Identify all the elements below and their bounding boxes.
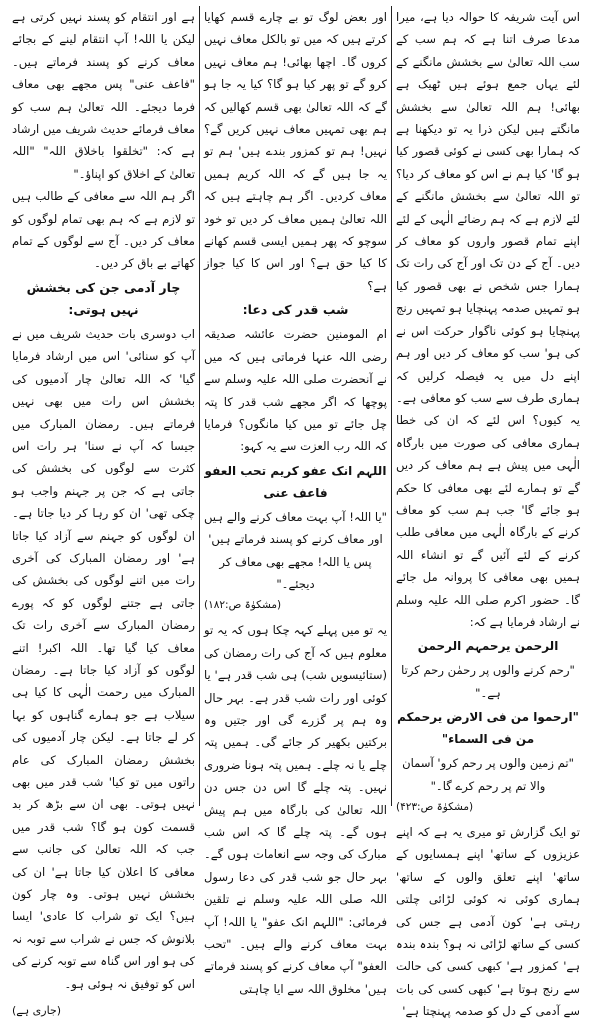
arabic-dua: اللہم انک عفو کریم تحب العفو فاعف عنی bbox=[204, 463, 387, 500]
column-left-paragraph: اگر ہم اللہ سے معافی کے طالب ہیں تو لازم ہے کہ ہم بھی تمام لوگوں کو معاف کر دیں۔ آج سے لوگوں کے تمام کھاتے بے باق کر دیں۔ bbox=[12, 189, 195, 271]
arabic-quote: "ارحموا من فی الارض یرحمکم من فی السماء" bbox=[397, 710, 579, 747]
section-heading: چار آدمی جن کی بخشش نہیں ہوتی: bbox=[26, 279, 181, 317]
continued-label: (جاری ہے) bbox=[12, 1004, 62, 1018]
column-middle-paragraph: ام المومنین حضرت عائشہ صدیقہ رضی اللہ عنہا فرماتی ہیں کہ میں نے آنحضرت صلی اللہ علیہ وسلم سے پوچھا کہ اگر مجھے شب قدر کا پتہ چل جائے تو میں کیا مانگوں؟ فرمایا کہ اللہ رب العزت سے یہ کہو: bbox=[204, 327, 387, 454]
section-heading: شب قدر کی دعا: bbox=[242, 302, 349, 318]
column-right bbox=[392, 6, 584, 1019]
column-middle-paragraph: اور بعض لوگ تو بے چارے قسم کھایا کرتے ہیں کہ میں تو بالکل معاف نہیں کروں گا۔ اچھا بھائی! ہم معاف نہیں کرو گے تو پھر کیا ہو گا؟ کیا یہ جا ہو گے کہ اللہ تعالیٰ بھی قسم کھالیں کہ ہم بھی تمہیں معاف نہیں کریں گے؟ نہیں! ہم تو کمزور بندے ہیں' ہم تو یہ جا ہیں گے کہ اللہ کریم ہمیں معاف کردیں۔ اگر ہم چاہتے ہیں کہ اللہ تعالیٰ ہمیں معاف کر دیں تو خود سوچو کہ پھر ہمیں ایسی قسم کھانے کا کیا حق ہے؟ اور اس کا کیا جواز ہے؟ bbox=[204, 10, 387, 293]
column-middle bbox=[200, 6, 392, 996]
reference: (مشکوٰۃ ص:۴۲۳) bbox=[396, 801, 474, 813]
dua-translation: "یا اللہ! آپ بہت معاف کرنے والے ہیں اور معاف کرنے کو پسند فرماتے ہیں' پس یا اللہ! مجھے بھی معاف کر دیجئے۔" bbox=[203, 509, 387, 591]
column-left bbox=[8, 6, 200, 1018]
column-left-paragraph: اب دوسری بات حدیث شریف میں نے آپ کو سنائی' اس میں ارشاد فرمایا گیا' کہ اللہ تعالیٰ چار آدمیوں کی بخشش اس رات میں بھی نہیں فرماتے ہیں۔ رمضان المبارک میں جیسا کہ آپ نے سنا' ہر رات اس کثرت سے لوگوں کی بخشش کی جاتی ہے کہ جن پر جہنم واجب ہو چکی تھی' ان کو رہا کر دیا جاتا ہے۔ ان لوگوں کو جہنم سے آزاد کیا جاتا ہے' اور رمضان المبارک کی آخری رات میں اتنے لوگوں کی بخشش کی جاتی ہے جتنے لوگوں کو کہ پورے رمضان المبارک سے آخری رات تک معاف کیا گیا تھا۔ اللہ اکبر! اتنے لوگوں کو آزاد کیا جاتا ہے۔ رمضان المبارک میں رحمت الٰہی کا کیا ہی سیلاب ہے جو ہمارے گناہوں کو بہا کر لے جاتا ہے۔ لیکن چار آدمیوں کی بخشش رمضان المبارک کی عام راتوں میں تو کیا' شب قدر میں بھی نہیں ہوتی۔ بھی ان سے بڑھ کر بد قسمت کون ہو گا؟ شب قدر میں جب کہ اللہ تعالیٰ کی جانب سے معافی کا اعلان کیا جاتا ہے' ان کی بخشش نہیں ہوتی۔ وہ چار کون ہیں؟ ایک تو شراب کا عادی' ایسا بلانوش کہ جس نے شراب سے توبہ نہ کی ہو اور اس گناہ سے توبہ کرنے کی اس کو توفیق نہ ہوئی ہو۔ bbox=[12, 326, 195, 991]
quote-translation: "رحم کرنے والوں پر رحمٰن رحم کرتا ہے۔" bbox=[401, 663, 575, 700]
arabic-quote: الرحمن یرحمہم الرحمن bbox=[417, 639, 559, 654]
quote-translation: "تم زمین والوں پر رحم کرو' آسمان والا تم پر رحم کرے گا۔" bbox=[402, 756, 574, 793]
column-left-paragraph: ہے اور انتقام کو پسند نہیں کرتی ہے لیکن یا اللہ! آپ انتقام لینے کے بجائے معاف کرنے کو پسند فرماتے ہیں۔ "فاعف عنی" پس مجھے بھی معاف فرما دیجئے۔ اللہ تعالیٰ ہم سب کو معاف فرمائے حدیث شریف میں ارشاد ہے کہ: "تخلقوا باخلاق اللہ" "اللہ تعالیٰ کے اخلاق کو اپناؤ۔" bbox=[12, 10, 195, 181]
column-right-paragraph: اس آیت شریفہ کا حوالہ دیا ہے، میرا مدعا صرف اتنا ہے کہ ہم سب کے سب اللہ تعالیٰ سے بخشش مانگنے کے لئے یہاں جمع ہوئے ہیں ٹھیک ہے بھائی! ہم اللہ تعالیٰ سے بخشش مانگتے ہیں لیکن ذرا یہ تو دیکھنا ہے کہ ہمارا بھی کسی نے کوئی قصور کیا ہو گا' کیا ہم نے اس کو معاف کر دیا؟ تو اللہ تعالیٰ سے بخشش مانگنے کے لئے لازم ہے کہ ہم رضائے الٰہی کے لئے اپنے تمام قصور واروں کو معاف کر دیں۔ آج کے دن تک اور آج کی رات تک ہمارا جس شخص نے بھی قصور کیا ہو تمہیں صدمہ پہنچایا ہو تمہیں رنج پہنچایا ہو کوئی ناگوار حرکت اس نے کی ہو' سب کو معاف کر دیں اور ہم اپنے دل میں یہ فیصلہ کرلیں کہ ہماری طرف سے سب کو معافی ہے۔ یہ کیوں؟ اس لئے کہ ان کی خطا ہماری معافی کی صورت میں بارگاہ الٰہی میں پیش ہے ہم معاف کر دیں گے تو ہمارے لئے بھی معافی کا حکم ہو جائے گا' جب ہم سب کو معاف کرنے کے بارگاہ الٰہی میں معافی طلب کرنے کے لئے آئیں گے تو انشاء اللہ ہمیں بھی معافی کا پروانہ مل جائے گا۔ حضور اکرم صلی اللہ علیہ وسلم نے ارشاد فرمایا ہے کہ: bbox=[396, 10, 580, 629]
column-middle-paragraph: یہ تو میں پہلے کہہ چکا ہوں کہ یہ تو معلوم ہیں کہ آج کی رات رمضان کی (ستائیسویں شب) ہی شب قدر ہے' یا کوئی اور رات شب قدر ہے۔ بہر حال وہ ہم پر گزرے گی اور جتیں وہ برکتیں بکھیر کر جائے گی۔ ہمیں پتہ چلے یا نہ چلے۔ ہمیں پتہ ہونا ضروری نہیں۔ پتہ چلے گا اس دن جس دن اللہ تعالیٰ کی بارگاہ میں ہم پیش ہوں گے۔ پتہ چلے گا کہ اس شب مبارک کی وجہ سے انعامات ہوں گے۔ بہر حال جو شب قدر کی دعا رسول اللہ صلی اللہ علیہ وسلم نے تلقین فرمائی: "اللہم انک عفو" یا اللہ! آپ بہت معاف کرنے والے ہیں۔ "تحب العفو" آپ معاف کرنے کو پسند فرماتے ہیں' مخلوق اللہ سے ایا چاہتی bbox=[204, 623, 387, 996]
column-right-closing: تو ایک گزارش تو میری یہ ہے کہ اپنے عزیزوں کے ساتھ' اپنے ہمسایوں کے ساتھ' اپنے تعلق والوں کے ساتھ' ہماری کوئی نہ کوئی لڑائی چلتی رہتی ہے' کون آدمی ہے جس کی کسی کے ساتھ لڑائی نہ ہو؟ بندہ بندہ ہے' کمزور ہے' کبھی کسی کی حالت سے رنج ہوتا ہے' کبھی کسی کی بات سے آدمی کے دل کو صدمہ پہنچتا ہے' bbox=[396, 825, 580, 1019]
reference: (مشکوٰۃ ص:۱۸۲) bbox=[204, 599, 282, 612]
